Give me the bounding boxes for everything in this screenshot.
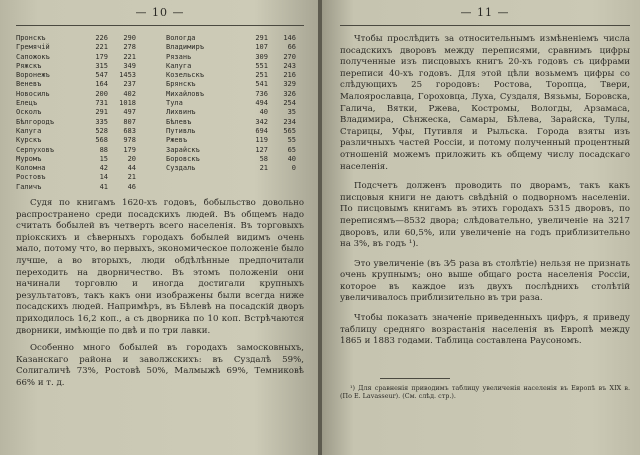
town-name: Путивль xyxy=(166,126,196,135)
town-value-first: 200 xyxy=(95,89,108,98)
right-header-rule xyxy=(340,25,630,26)
town-value-first: 342 xyxy=(255,117,268,126)
town-value-second: 35 xyxy=(287,108,296,117)
town-value-second: 44 xyxy=(127,164,136,173)
town-name: Боровскъ xyxy=(166,154,200,163)
town-name: Вологда xyxy=(166,34,196,42)
town-value-second: 243 xyxy=(283,61,296,70)
right-page-number: — 11 — xyxy=(460,6,510,19)
town-value-first: 335 xyxy=(95,117,108,126)
town-value-second: 46 xyxy=(127,182,136,191)
town-row xyxy=(16,136,160,145)
town-row xyxy=(16,127,160,136)
town-row xyxy=(16,146,160,155)
town-value-first: 88 xyxy=(99,145,108,154)
town-value-second: 270 xyxy=(283,52,296,61)
town-value-first: 226 xyxy=(95,34,108,42)
left-page xyxy=(0,0,318,455)
town-name: Новосиль xyxy=(16,89,50,98)
town-name: Гремячій xyxy=(16,43,50,52)
town-name: Брянскъ xyxy=(166,80,196,89)
town-value-first: 547 xyxy=(95,71,108,80)
town-value-first: 315 xyxy=(95,61,108,70)
town-value-first: 221 xyxy=(95,43,108,52)
footnote: ¹) Для сравненія приводимъ таблицу увеличенія населенія въ Европѣ въ XIX в. (По E. Lavasseur). (См. слѣд. стр.). xyxy=(340,383,630,401)
right-page xyxy=(322,0,640,455)
town-value-second: 329 xyxy=(283,80,296,89)
town-value-first: 494 xyxy=(255,99,268,108)
town-row xyxy=(160,99,304,108)
town-value-second: 0 xyxy=(291,164,296,173)
towns-column-second xyxy=(160,34,304,192)
left-header-rule xyxy=(16,25,304,26)
town-name: Коломна xyxy=(16,164,46,173)
town-value-first: 127 xyxy=(255,145,268,154)
town-name: Серпуховъ xyxy=(16,145,54,154)
town-name: Козельскъ xyxy=(166,71,204,80)
town-value-first: 15 xyxy=(99,154,108,163)
town-name: Калуга xyxy=(16,126,42,135)
town-row xyxy=(16,155,160,164)
town-row xyxy=(16,108,160,117)
town-value-first: 40 xyxy=(259,108,268,117)
town-row xyxy=(160,90,304,99)
town-value-first: 528 xyxy=(95,126,108,135)
town-row xyxy=(160,62,304,71)
towns-table xyxy=(16,34,304,192)
town-value-first: 164 xyxy=(95,80,108,89)
town-value-first: 541 xyxy=(255,80,268,89)
town-value-first: 694 xyxy=(255,126,268,135)
town-name: Тула xyxy=(166,99,183,108)
town-value-first: 14 xyxy=(99,173,108,182)
town-value-second: 216 xyxy=(283,71,296,80)
town-name: Елецъ xyxy=(16,99,38,108)
town-row xyxy=(160,155,304,164)
town-name: Зарайскъ xyxy=(166,145,200,154)
town-value-first: 551 xyxy=(255,61,268,70)
town-value-second: 290 xyxy=(123,34,136,42)
town-value-second: 237 xyxy=(123,80,136,89)
town-name: Ряжскъ xyxy=(16,61,42,70)
town-row xyxy=(16,34,160,43)
town-value-second: 807 xyxy=(123,117,136,126)
right-paragraph-4: Чтобы показать значеніе приведенныхъ цифръ, я приведу таблицу средняго возрастанія населенія въ Европѣ между 1865 и 1883 годами. Таблица составлена Раусономъ. xyxy=(340,313,630,347)
town-value-second: 20 xyxy=(127,154,136,163)
town-value-second: 1453 xyxy=(119,71,136,80)
town-name: Курскъ xyxy=(16,136,42,145)
town-name: Суздаль xyxy=(166,164,196,173)
town-row xyxy=(16,118,160,127)
right-paragraph-3: Это увеличеніе (въ 3⁄5 раза въ столѣтіе) нельзя не признать очень крупнымъ; оно выше общаго роста населенія Россіи, которое въ каждое изъ двухъ послѣднихъ столѣтій увеличивалось приблизительно въ три раза. xyxy=(340,258,630,304)
town-row xyxy=(160,53,304,62)
town-row xyxy=(16,43,160,52)
town-value-second: 326 xyxy=(283,89,296,98)
town-row xyxy=(160,136,304,145)
town-row xyxy=(16,53,160,62)
town-value-second: 978 xyxy=(123,136,136,145)
towns-column-first xyxy=(16,34,160,192)
town-name: Муромъ xyxy=(16,154,42,163)
town-value-second: 234 xyxy=(283,117,296,126)
town-value-first: 291 xyxy=(255,34,268,42)
town-value-second: 221 xyxy=(123,52,136,61)
town-value-second: 65 xyxy=(287,145,296,154)
town-row xyxy=(16,99,160,108)
town-value-second: 402 xyxy=(123,89,136,98)
town-name: Галичъ xyxy=(16,182,42,191)
town-value-first: 42 xyxy=(99,164,108,173)
town-value-first: 731 xyxy=(95,99,108,108)
town-row xyxy=(160,146,304,155)
town-value-first: 21 xyxy=(259,164,268,173)
town-name: Владимиръ xyxy=(166,43,204,52)
town-value-first: 119 xyxy=(255,136,268,145)
town-row xyxy=(160,43,304,52)
left-paragraph-1: Судя по книгамъ 1620-хъ годовъ, бобыльство довольно распространено среди посадскихъ людей. Въ общемъ надо считать бобылей въ четверть всего населенія. Въ торговыхъ пріокскихъ и сѣверныхъ городахъ бобылей видимъ очень мало, потому что, во первыхъ, экономическое положеніе было лучше, а во вторыхъ, люди обдѣлѣнные предпочитали переходить на дворничество. Въ этомъ положеніи они начинали торговлю и иногда достигали крупныхъ результатовъ, такъ какъ они изображены были всегда ниже посадскихъ людей. Напримѣръ, въ Бѣлевѣ на посадскій дворъ приходилось 16,2 коп., а съ дворника по 10 коп. Встрѣчаются дворники, имѣющіе по двѣ и по три лавки. xyxy=(16,198,304,336)
town-name: Калуга xyxy=(166,61,192,70)
town-name: Михайловъ xyxy=(166,89,204,98)
town-value-first: 568 xyxy=(95,136,108,145)
town-value-second: 55 xyxy=(287,136,296,145)
town-row xyxy=(16,80,160,89)
town-row xyxy=(160,34,304,43)
town-row xyxy=(16,90,160,99)
town-name: Ростовъ xyxy=(16,173,46,182)
town-row xyxy=(160,127,304,136)
town-row xyxy=(160,80,304,89)
town-name: Пронскъ xyxy=(16,34,46,42)
town-value-second: 40 xyxy=(287,154,296,163)
town-name: Воронежъ xyxy=(16,71,50,80)
town-name: Рязань xyxy=(166,52,192,61)
left-paragraph-2: Особенно много бобылей въ городахъ замосковныхъ, Казанскаго района и заволжскихъ: въ Суздалѣ 59%, Солигаличѣ 73%, Ростовѣ 50%, Малмыжѣ 69%, Темниковѣ 66% и т. д. xyxy=(16,343,304,388)
right-paragraph-1: Чтобы прослѣдить за относительнымъ измѣненіемъ числа посадскихъ дворовъ между переписями, сравнимъ цифры полученные изъ писцовыхъ книгъ 20-хъ годовъ съ цифрами переписи 40-хъ годовъ. Для этой цѣли возьмемъ цифры со слѣдующихъ 25 городовъ: Ростова, Торопца, Твери, Малоярославца, Гороховца, Луха, Суздаля, Вязьмы, Боровска, Галича, Вятки, Ржева, Костромы, Вологды, Арзамаса, Владимира, Сѣнжеска, Самары, Бѣлева, Зарайска, Тулы, Старицы, Уфы, Путивля и Рыльска. Города взяты изъ различныхъ частей Россіи, и потому полученный процентный отношеній можемъ приложить къ общему числу посадскаго населенія. xyxy=(340,34,630,172)
town-value-first: 179 xyxy=(95,52,108,61)
town-value-first: 736 xyxy=(255,89,268,98)
footnote-rule xyxy=(380,378,450,379)
town-name: Лихвинъ xyxy=(166,108,196,117)
town-value-second: 565 xyxy=(283,126,296,135)
town-value-first: 41 xyxy=(99,182,108,191)
town-name: Бѣлгородъ xyxy=(16,117,54,126)
town-value-second: 21 xyxy=(127,173,136,182)
right-paragraph-2: Подсчетъ долженъ проводить по дворамъ, такъ какъ писцовыя книги не даютъ свѣдѣній о подворномъ населеніи. По писцовымъ книгамъ въ этихъ городахъ 5315 дворовъ, по переписямъ—8532 двора; слѣдовательно, увеличеніе на 3217 дворовъ, или 60,5%, или увеличеніе на годъ приблизительно на 3%, въ годъ ¹). xyxy=(340,181,630,250)
town-row xyxy=(160,118,304,127)
town-value-first: 107 xyxy=(255,43,268,52)
town-value-first: 251 xyxy=(255,71,268,80)
town-name: Сапожокъ xyxy=(16,52,50,61)
town-row xyxy=(16,71,160,80)
town-row xyxy=(160,108,304,117)
town-value-second: 66 xyxy=(287,43,296,52)
town-value-first: 291 xyxy=(95,108,108,117)
town-name: Ржевъ xyxy=(166,136,188,145)
left-page-number: — 10 — xyxy=(135,6,185,19)
town-row xyxy=(16,62,160,71)
town-value-first: 58 xyxy=(259,154,268,163)
town-row xyxy=(16,173,160,182)
town-value-second: 497 xyxy=(123,108,136,117)
town-value-second: 349 xyxy=(123,61,136,70)
town-value-second: 179 xyxy=(123,145,136,154)
town-name: Бѣлевъ xyxy=(166,117,192,126)
town-row xyxy=(16,183,160,192)
town-value-second: 683 xyxy=(123,126,136,135)
town-name: Осколъ xyxy=(16,108,42,117)
town-row xyxy=(16,164,160,173)
town-value-first: 309 xyxy=(255,52,268,61)
town-value-second: 254 xyxy=(283,99,296,108)
town-row xyxy=(160,164,304,173)
town-value-second: 1018 xyxy=(119,99,136,108)
town-name: Веневъ xyxy=(16,80,42,89)
town-row xyxy=(160,71,304,80)
town-value-second: 278 xyxy=(123,43,136,52)
town-value-second: 146 xyxy=(283,34,296,42)
